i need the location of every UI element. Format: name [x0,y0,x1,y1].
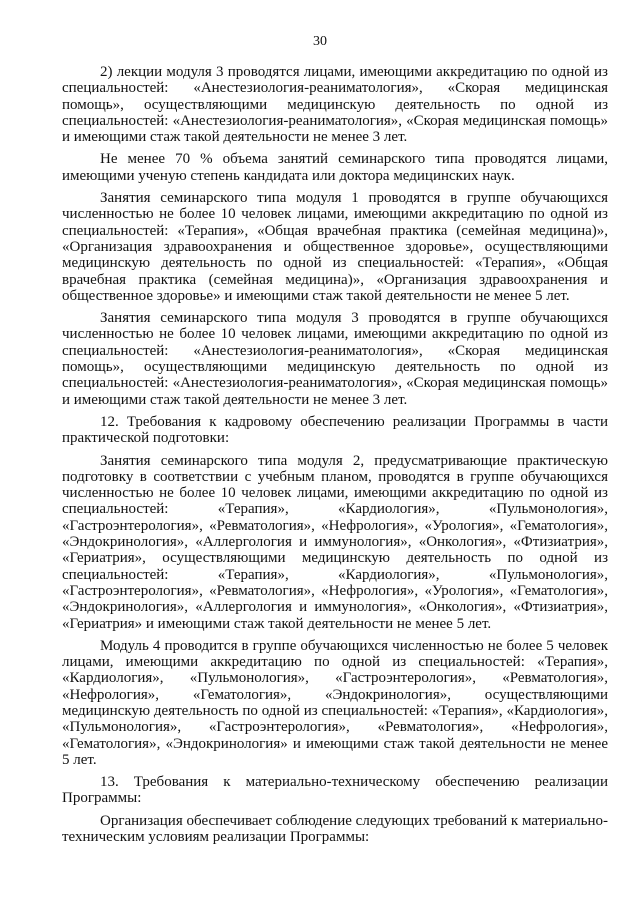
page-number: 30 [313,34,327,49]
paragraph-seminars-module-3: Занятия семинарского типа модуля 3 проводятся в группе обучающихся численностью не более 10 человек лицами, имеющими аккредитацию по одной из специальностей: «Анестезиология-реаниматология», «Скорая медицинская помощь», осуществляющими медицинскую деятельность по одной из специальностей: «Анестезиология-реаниматология», «Скорая медицинская помощь» и имеющими стаж такой деятельности не менее 3 лет. [62,310,608,408]
paragraph-seminars-module-2: Занятия семинарского типа модуля 2, предусматривающие практическую подготовку в соответствии с учебным планом, проводятся в группе обучающихся численностью не более 10 человек лицами, имеющими аккредитацию по одной из специальностей: «Терапия», «Кардиология», «Пульмонология», «Гастроэнтерология», «Ревматология», «Нефрология», «Урология», «Гематология», «Эндокринология», «Аллергология и иммунология», «Онкология», «Фтизиатрия», «Гериатрия», осуществляющими медицинскую деятельность по одной из специальностей: «Терапия», «Кардиология», «Пульмонология», «Гастроэнтерология», «Ревматология», «Нефрология», «Урология», «Гематология», «Эндокринология», «Аллергология и иммунология», «Онкология», «Фтизиатрия», «Гериатрия» и имеющими стаж такой деятельности не менее 5 лет. [62,452,608,632]
paragraph-seminars-module-1: Занятия семинарского типа модуля 1 проводятся в группе обучающихся численностью не более 10 человек лицами, имеющими аккредитацию по одной из специальностей: «Терапия», «Общая врачебная практика (семейная медицина)», «Организация здравоохранения и общественное здоровье», осуществляющими медицинскую деятельность по одной из специальностей: «Терапия», «Общая врачебная практика (семейная медицина)», «Организация здравоохранения и общественное здоровье» и имеющими стаж такой деятельности не менее 5 лет. [62,190,608,304]
paragraph-module-4: Модуль 4 проводится в группе обучающихся численностью не более 5 человек лицами, имеющими аккредитацию по одной из специальностей: «Терапия», «Кардиология», «Пульмонология», «Гастроэнтерология», «Ревматология», «Нефрология», «Гематология», «Эндокринология», осуществляющими медицинскую деятельность по одной из специальностей: «Терапия», «Кардиология», «Пульмонология», «Гастроэнтерология», «Ревматология», «Нефрология», «Гематология», «Эндокринология» и имеющими стаж такой деятельности не менее 5 лет. [62,637,608,768]
document-body [62,64,608,845]
paragraph-section-13-heading: 13. Требования к материально-техническому обеспечению реализации Программы: [62,774,608,807]
paragraph-section-12-heading: 12. Требования к кадровому обеспечению реализации Программы в части практической подготовки: [62,413,608,447]
paragraph-material-requirements: Организация обеспечивает соблюдение следующих требований к материально-техническим условиям реализации Программы: [62,812,608,846]
paragraph-academic-degree-share: Не менее 70 % объема занятий семинарского типа проводятся лицами, имеющими ученую степень кандидата или доктора медицинских наук. [62,151,608,184]
paragraph-lectures-module-3: 2) лекции модуля 3 проводятся лицами, имеющими аккредитацию по одной из специальностей: «Анестезиология-реаниматология», «Скорая медицинская помощь», осуществляющими медицинскую деятельность по одной из специальностей: «Анестезиология-реаниматология», «Скорая медицинская помощь» и имеющими стаж такой деятельности не менее 3 лет. [62,64,608,146]
